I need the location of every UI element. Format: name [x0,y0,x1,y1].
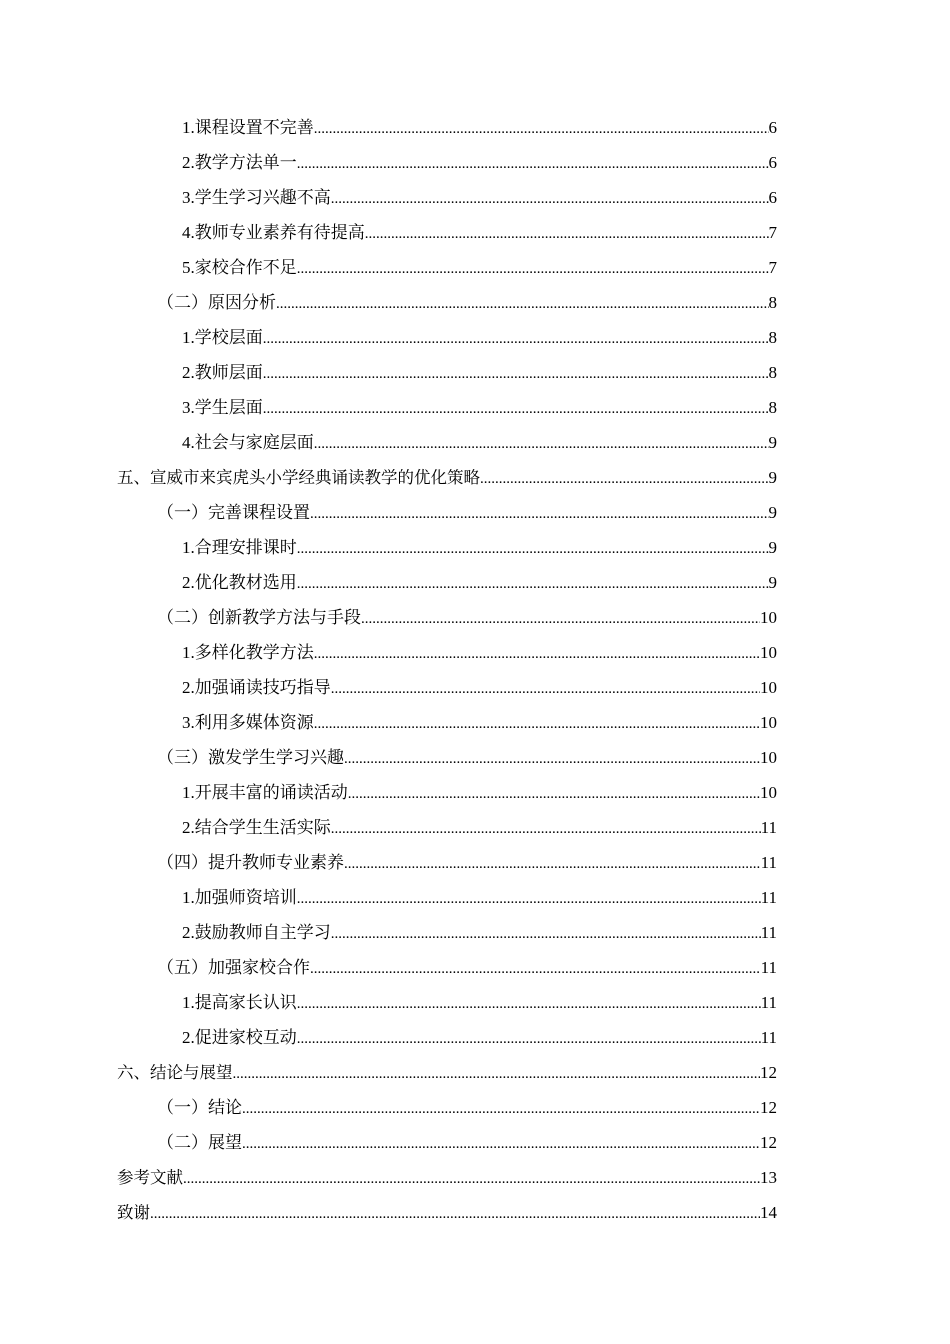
toc-entry-title: 5.家校合作不足 [182,258,297,277]
toc-page-number: 10 [760,643,777,662]
toc-entry-title: 1.合理安排课时 [182,538,297,557]
toc-dot-leader [361,602,760,637]
toc-dot-leader [183,1162,760,1197]
toc-page-number: 8 [768,293,777,312]
toc-dot-leader [263,392,769,427]
toc-entry[interactable] [0,250,777,285]
toc-entry[interactable] [0,460,777,495]
toc-entry-title: 4.教师专业素养有待提高 [182,223,365,242]
toc-entry-title: 2.加强诵读技巧指导 [182,678,331,697]
toc-dot-leader [331,812,761,847]
toc-page-number: 12 [760,1063,777,1082]
toc-page-number: 11 [760,958,777,977]
toc-dot-leader [480,462,769,497]
toc-page-number: 8 [768,328,777,347]
toc-page-number: 12 [760,1133,777,1152]
toc-entry[interactable] [0,985,777,1020]
toc-entry[interactable] [0,845,777,880]
toc-dot-leader [297,532,769,567]
toc-entry[interactable] [0,320,777,355]
toc-entry-title: 参考文献 [117,1168,183,1187]
toc-entry-title: 2.结合学生生活实际 [182,818,331,837]
toc-page-number: 8 [768,398,777,417]
toc-entry[interactable] [0,425,777,460]
toc-entry[interactable] [0,390,777,425]
toc-entry[interactable] [0,1125,777,1160]
toc-dot-leader [263,322,769,357]
toc-page-number: 6 [768,188,777,207]
toc-page-number: 10 [760,678,777,697]
toc-dot-leader [297,567,769,602]
toc-entry-title: 1.学校层面 [182,328,263,347]
toc-entry[interactable] [0,1020,777,1055]
toc-entry[interactable] [0,1195,777,1230]
toc-entry-title: （一）完善课程设置 [157,503,310,522]
toc-entry[interactable] [0,1055,777,1090]
toc-entry-title: 致谢 [117,1203,150,1222]
toc-entry-title: 1.加强师资培训 [182,888,297,907]
toc-dot-leader [365,217,769,252]
toc-dot-leader [314,707,760,742]
toc-entry[interactable] [0,1160,777,1195]
toc-dot-leader [297,147,769,182]
toc-entry-title: 3.学生学习兴趣不高 [182,188,331,207]
toc-dot-leader [314,112,769,147]
toc-entry-title: 2.优化教材选用 [182,573,297,592]
toc-dot-leader [314,427,769,462]
toc-entry-title: 2.鼓励教师自主学习 [182,923,331,942]
toc-dot-leader [297,252,769,287]
toc-dot-leader [242,1127,760,1162]
toc-dot-leader [297,1022,761,1057]
toc-page-number: 8 [768,363,777,382]
toc-entry[interactable] [0,145,777,180]
toc-dot-leader [150,1197,760,1232]
toc-entry[interactable] [0,285,777,320]
toc-page-number: 14 [760,1203,777,1222]
toc-page-number: 9 [768,503,777,522]
toc-dot-leader [344,742,760,777]
toc-entry-title: 五、宣威市来宾虎头小学经典诵读教学的优化策略 [117,468,480,487]
toc-entry-title: 4.社会与家庭层面 [182,433,314,452]
toc-entry-title: （三）激发学生学习兴趣 [157,748,344,767]
toc-dot-leader [276,287,769,322]
toc-page-number: 9 [768,433,777,452]
toc-dot-leader [348,777,760,812]
toc-entry-title: 2.教学方法单一 [182,153,297,172]
toc-page-number: 10 [760,608,777,627]
toc-entry-title: 2.教师层面 [182,363,263,382]
toc-entry-title: （二）原因分析 [157,293,276,312]
toc-entry[interactable] [0,215,777,250]
toc-entry[interactable] [0,950,777,985]
toc-entry[interactable] [0,110,777,145]
toc-page-number: 6 [768,118,777,137]
toc-entry[interactable] [0,1090,777,1125]
toc-page-number: 11 [760,993,777,1012]
toc-entry[interactable] [0,810,777,845]
toc-entry-title: 2.促进家校互动 [182,1028,297,1047]
toc-page-number: 10 [760,783,777,802]
toc-page-number: 9 [768,468,777,487]
toc-page-number: 9 [768,573,777,592]
toc-entry[interactable] [0,530,777,565]
toc-page-number: 9 [768,538,777,557]
toc-dot-leader [233,1057,761,1092]
toc-entry-title: 3.学生层面 [182,398,263,417]
toc-dot-leader [297,987,761,1022]
toc-dot-leader [331,917,761,952]
toc-page-number: 13 [760,1168,777,1187]
toc-entry[interactable] [0,670,777,705]
toc-page-number: 10 [760,748,777,767]
toc-entry[interactable] [0,705,777,740]
toc-dot-leader [297,882,761,917]
toc-entry[interactable] [0,180,777,215]
toc-dot-leader [344,847,761,882]
toc-entry[interactable] [0,600,777,635]
toc-entry-title: 六、结论与展望 [117,1063,233,1082]
toc-page-number: 11 [760,923,777,942]
toc-dot-leader [331,672,760,707]
toc-dot-leader [331,182,769,217]
toc-entry[interactable] [0,915,777,950]
toc-page-number: 10 [760,713,777,732]
toc-dot-leader [310,497,769,532]
toc-entry-title: （五）加强家校合作 [157,958,310,977]
toc-dot-leader [310,952,761,987]
toc-page-number: 11 [760,818,777,837]
toc-entry-title: 1.课程设置不完善 [182,118,314,137]
toc-entry-title: 1.提高家长认识 [182,993,297,1012]
toc-entry-title: （二）创新教学方法与手段 [157,608,361,627]
toc-page-number: 7 [768,258,777,277]
toc-page-number: 12 [760,1098,777,1117]
toc-entry[interactable] [0,355,777,390]
toc-entry[interactable] [0,880,777,915]
toc-dot-leader [242,1092,760,1127]
toc-entry-title: 3.利用多媒体资源 [182,713,314,732]
toc-page-number: 11 [760,1028,777,1047]
toc-entry[interactable] [0,495,777,530]
toc-entry-title: （一）结论 [157,1098,242,1117]
toc-entry-title: （二）展望 [157,1133,242,1152]
toc-entry[interactable] [0,775,777,810]
toc-entry-title: （四）提升教师专业素养 [157,853,344,872]
toc-dot-leader [314,637,760,672]
toc-entry[interactable] [0,565,777,600]
toc-entry-title: 1.开展丰富的诵读活动 [182,783,348,802]
toc-page-number: 11 [760,888,777,907]
toc-entry[interactable] [0,740,777,775]
toc-page-number: 7 [768,223,777,242]
toc-page-number: 6 [768,153,777,172]
toc-entry-title: 1.多样化教学方法 [182,643,314,662]
toc-dot-leader [263,357,769,392]
toc-entry[interactable] [0,635,777,670]
toc-page-number: 11 [760,853,777,872]
table-of-contents [0,110,950,1230]
